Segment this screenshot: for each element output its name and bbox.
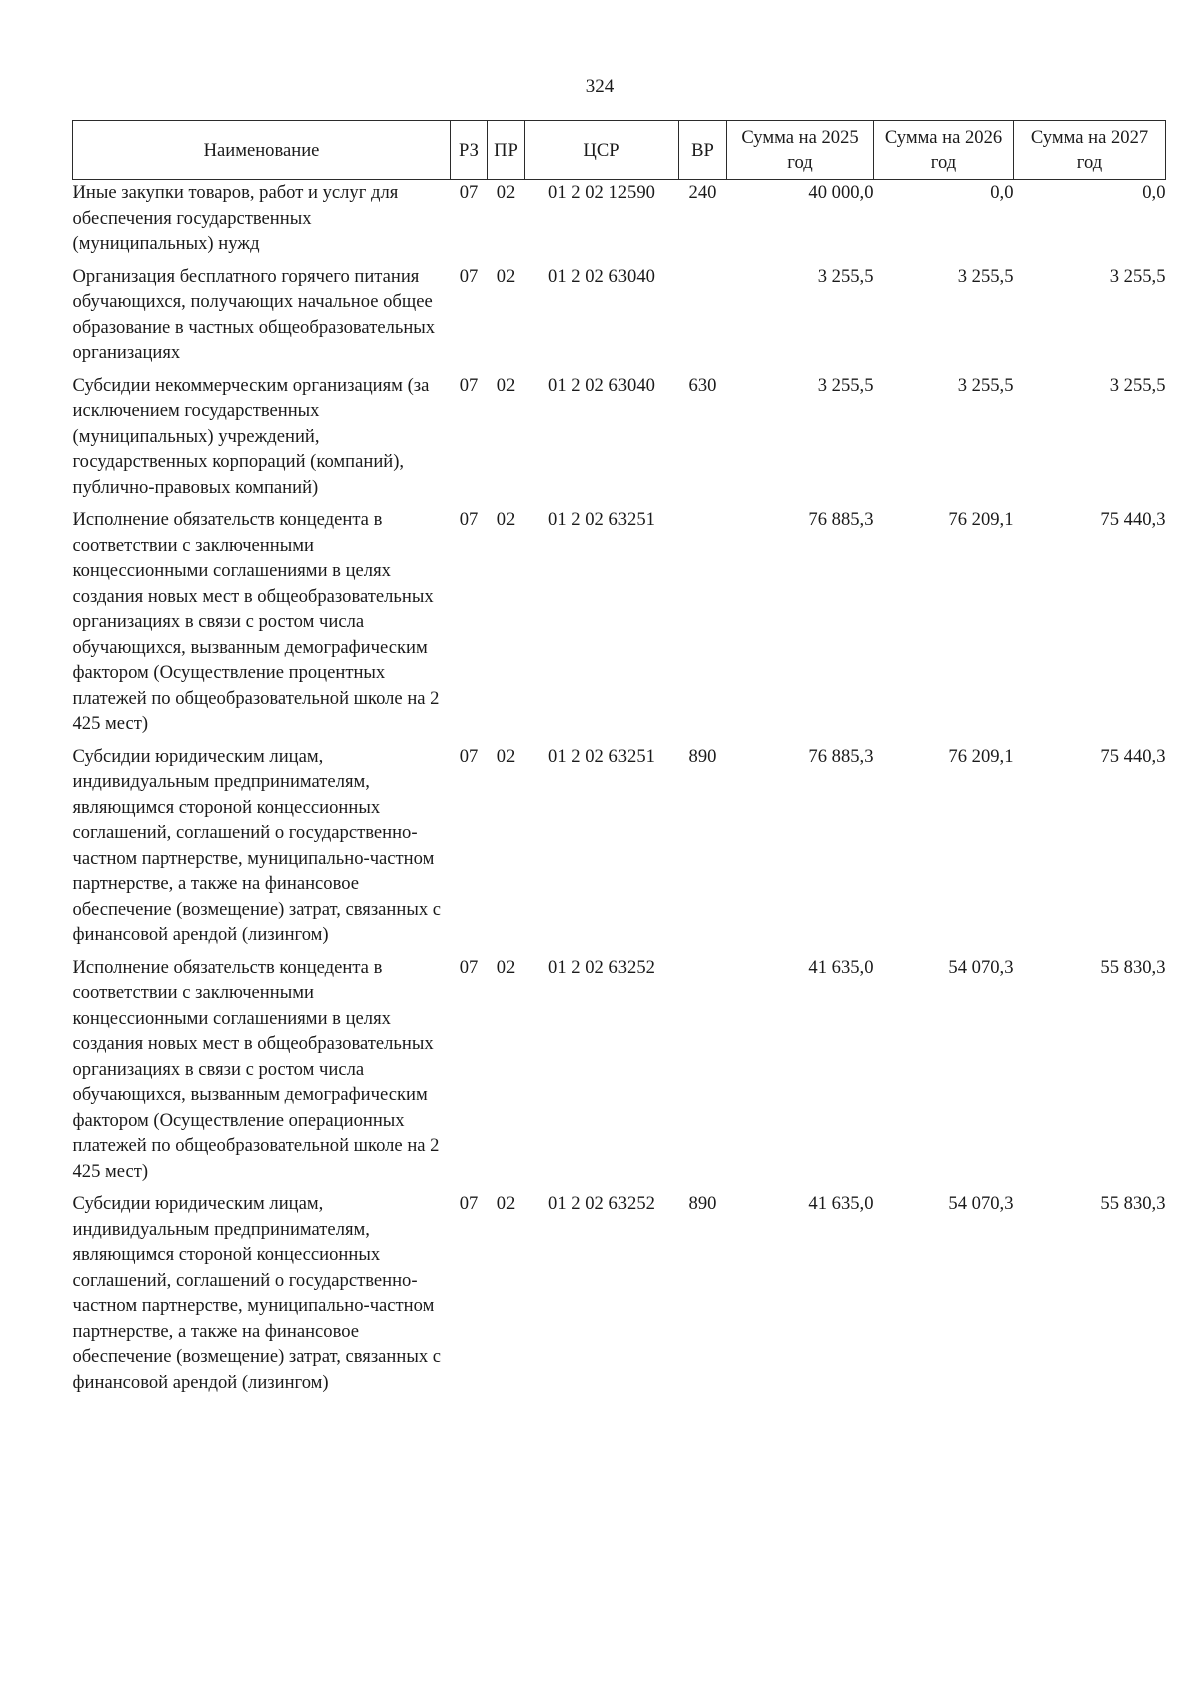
row-name: Субсидии юридическим лицам, индивидуальным предпринимателям, являющимся стороной концессионных соглашений, соглашений о государственно-частном партнерстве, муниципально-частном партнерстве, а также на финансовое обеспечение (возмещение) затрат, связанных с финансовой арендой (лизингом)	[72, 1193, 442, 1393]
row-csr: 01 2 02 63252	[548, 1193, 655, 1214]
row-pr: 02	[496, 182, 516, 203]
budget-table	[72, 120, 1166, 1402]
row-sum-2027: 75 440,3	[1100, 745, 1166, 767]
row-vr: 890	[688, 745, 717, 767]
row-name: Организация бесплатного горячего питания обучающихся, получающих начальное общее образование в частных общеобразовательных организациях	[72, 265, 436, 363]
row-csr: 01 2 02 63251	[548, 509, 655, 530]
row-sum-2025: 41 635,0	[808, 1193, 874, 1214]
header-pr: ПР	[488, 121, 525, 180]
row-sum-2025: 76 885,3	[808, 509, 874, 530]
row-pr: 02	[496, 956, 516, 978]
row-vr	[679, 955, 727, 1192]
table-row	[73, 1191, 1166, 1402]
row-sum-2026: 76 209,1	[948, 745, 1014, 767]
table-row	[73, 180, 1166, 264]
row-csr: 01 2 02 12590	[548, 182, 655, 203]
row-sum-2027: 55 830,3	[1100, 1193, 1166, 1214]
row-name: Исполнение обязательств концедента в соответствии с заключенными концессионными соглашениями в целях создания новых мест в общеобразовательных организациях в связи с ростом числа обучающихся, вызванным демографическим фактором (Осуществление операционных платежей по общеобразовательной школе на 2 425 мест)	[72, 956, 440, 1182]
header-sum-2027: Сумма на 2027 год	[1014, 121, 1166, 180]
row-csr: 01 2 02 63040	[548, 265, 655, 287]
row-vr: 630	[688, 374, 717, 396]
row-sum-2027: 0,0	[1142, 182, 1166, 203]
row-rz: 07	[459, 374, 479, 396]
row-rz: 07	[459, 265, 479, 287]
header-rz: РЗ	[451, 121, 488, 180]
row-csr: 01 2 02 63252	[548, 956, 655, 978]
row-rz: 07	[459, 745, 479, 767]
header-sum-2026: Сумма на 2026 год	[874, 121, 1014, 180]
row-sum-2026: 3 255,5	[957, 374, 1014, 396]
row-name: Субсидии некоммерческим организациям (за исключением государственных (муниципальных) учреждений, государственных корпораций (компаний), публично-правовых компаний)	[72, 374, 430, 498]
row-csr: 01 2 02 63251	[548, 745, 655, 767]
row-vr	[679, 507, 727, 744]
row-sum-2027: 55 830,3	[1100, 956, 1166, 978]
row-sum-2025: 3 255,5	[817, 374, 874, 396]
row-name: Субсидии юридическим лицам, индивидуальным предпринимателям, являющимся стороной концессионных соглашений, соглашений о государственно-частном партнерстве, муниципально-частном партнерстве, а также на финансовое обеспечение (возмещение) затрат, связанных с финансовой арендой (лизингом)	[72, 745, 442, 945]
header-vr: ВР	[679, 121, 727, 180]
row-sum-2025: 41 635,0	[808, 956, 874, 978]
row-sum-2027: 3 255,5	[1109, 374, 1166, 396]
row-rz: 07	[459, 956, 479, 978]
row-vr	[679, 264, 727, 373]
row-vr: 890	[688, 1193, 717, 1214]
row-sum-2026: 76 209,1	[948, 509, 1014, 530]
table-header-row	[73, 121, 1166, 180]
row-pr: 02	[496, 265, 516, 287]
row-sum-2026: 3 255,5	[957, 265, 1014, 287]
row-pr: 02	[496, 509, 516, 530]
row-pr: 02	[496, 374, 516, 396]
row-sum-2026: 54 070,3	[948, 956, 1014, 978]
row-sum-2025: 40 000,0	[808, 182, 874, 203]
row-sum-2027: 3 255,5	[1109, 265, 1166, 287]
row-pr: 02	[496, 1193, 516, 1214]
row-csr: 01 2 02 63040	[548, 374, 655, 396]
table-row	[73, 955, 1166, 1192]
row-sum-2026: 0,0	[990, 182, 1014, 203]
table-row	[73, 507, 1166, 744]
page-number: 324	[585, 76, 615, 97]
row-rz: 07	[459, 509, 479, 530]
row-sum-2025: 3 255,5	[817, 265, 874, 287]
header-sum-2025: Сумма на 2025 год	[727, 121, 874, 180]
header-csr: ЦСР	[525, 121, 679, 180]
row-rz: 07	[459, 1193, 479, 1214]
table-row	[73, 744, 1166, 955]
table-row	[73, 373, 1166, 508]
table-row	[73, 264, 1166, 373]
row-rz: 07	[459, 182, 479, 203]
header-name: Наименование	[73, 121, 451, 180]
row-sum-2026: 54 070,3	[948, 1193, 1014, 1214]
row-sum-2027: 75 440,3	[1100, 509, 1166, 530]
row-name: Исполнение обязательств концедента в соответствии с заключенными концессионными соглашениями в целях создания новых мест в общеобразовательных организациях в связи с ростом числа обучающихся, вызванным демографическим фактором (Осуществление процентных платежей по общеобразовательной школе на 2 425 мест)	[72, 509, 440, 734]
row-name: Иные закупки товаров, работ и услуг для обеспечения государственных (муниципальных) нужд	[72, 182, 399, 254]
row-vr: 240	[688, 182, 717, 203]
row-pr: 02	[496, 745, 516, 767]
row-sum-2025: 76 885,3	[808, 745, 874, 767]
